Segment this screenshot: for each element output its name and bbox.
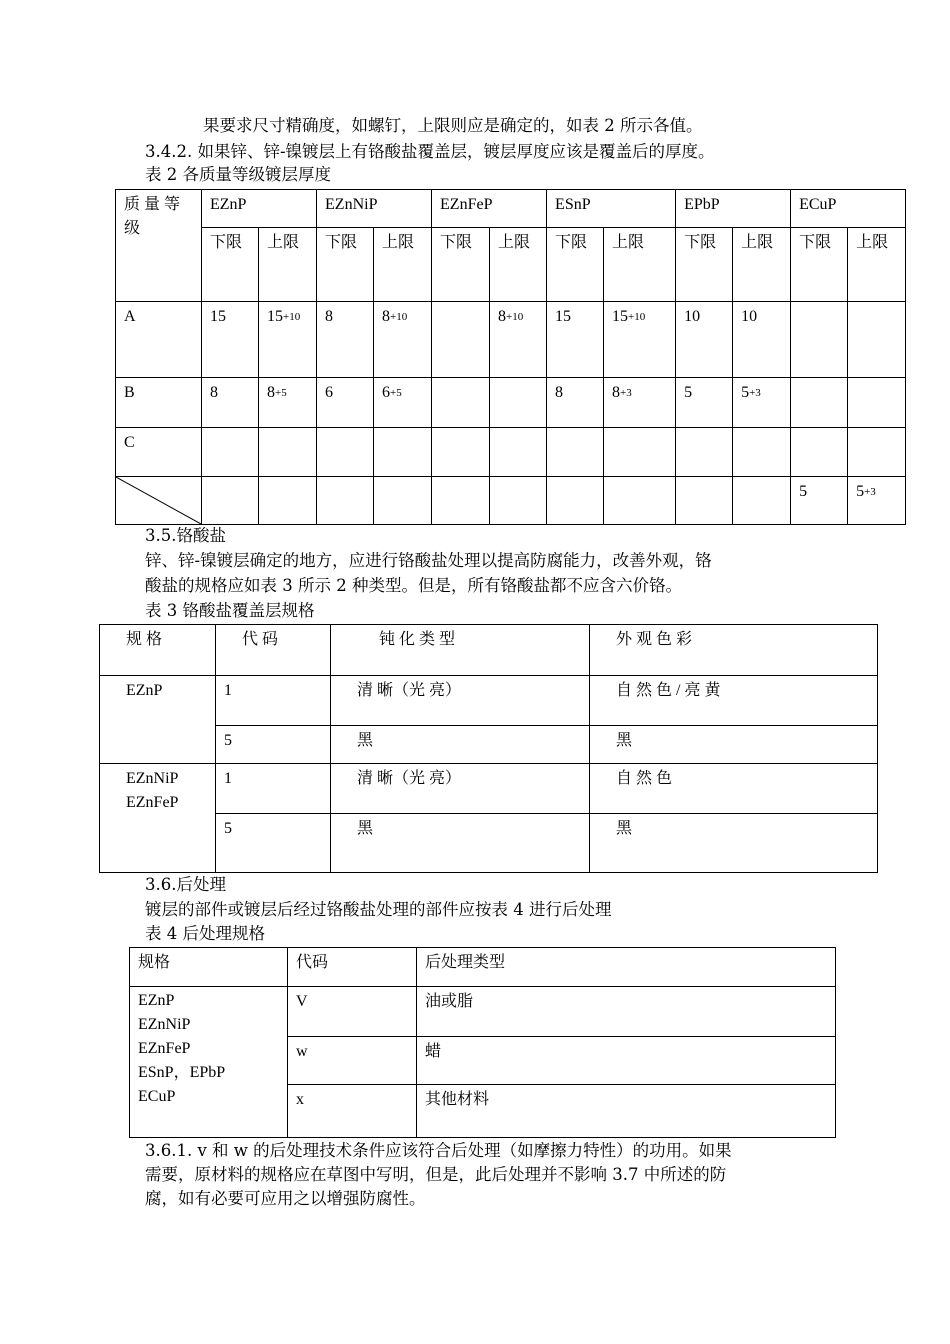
spec-line: EZnFeP — [138, 1040, 191, 1057]
table-cell — [848, 378, 906, 428]
table-cell: 黑 — [331, 726, 590, 764]
upper-limit-header: 上限 — [490, 228, 547, 302]
table-cell: 清 晰（光 亮） — [331, 676, 590, 726]
table-cell: w — [288, 1037, 417, 1085]
table-cell — [374, 477, 432, 525]
table-cell — [259, 378, 317, 428]
table-cell: 黑 — [590, 726, 878, 764]
table3-spec-cell — [100, 764, 216, 873]
table-cell: 8 — [547, 378, 604, 428]
section-3-4-2: 3.4.2. 如果锌、锌-镍镀层上有铬酸盐覆盖层，镀层厚度应该是覆盖后的厚度。 — [145, 142, 715, 161]
cell-value: 5 — [741, 384, 750, 401]
table-cell: 8 — [317, 302, 374, 378]
table-cell — [676, 477, 733, 525]
table3-row — [100, 676, 878, 726]
lower-limit-header: 下限 — [676, 228, 733, 302]
table-cell — [604, 428, 676, 477]
table3-caption: 表 3 铬酸盐覆盖层规格 — [145, 601, 315, 620]
table-cell — [202, 428, 259, 477]
table3-header: 代 码 — [216, 625, 331, 676]
table-cell: 1 — [216, 764, 331, 814]
table-cell: 清 晰（光 亮） — [331, 764, 590, 814]
table2-group-header: EPbP — [676, 190, 791, 228]
cell-tolerance: +3 — [749, 387, 761, 399]
table4-post-treatment — [129, 947, 836, 1138]
cell-tolerance: +5 — [275, 387, 287, 399]
table-cell — [317, 477, 374, 525]
table-cell: 8 — [202, 378, 259, 428]
paragraph-line: 腐，如有必要可应用之以增强防腐性。 — [145, 1189, 426, 1208]
cell-value: 15 — [612, 308, 629, 325]
table-cell: 其他材料 — [417, 1085, 836, 1138]
table-cell — [604, 302, 676, 378]
table-cell — [259, 477, 317, 525]
table-cell — [733, 477, 791, 525]
table2-subheader-row — [116, 228, 906, 302]
table-cell — [547, 477, 604, 525]
table-cell — [490, 428, 547, 477]
table-cell — [432, 302, 490, 378]
table2-group-header: EZnFeP — [432, 190, 547, 228]
table4-header-row — [130, 948, 836, 987]
table2-row-a — [116, 302, 906, 378]
upper-limit-header: 上限 — [848, 228, 906, 302]
upper-limit-header: 上限 — [374, 228, 432, 302]
table-cell — [490, 378, 547, 428]
table2-group-header: EZnNiP — [317, 190, 432, 228]
table-cell — [791, 302, 848, 378]
lower-limit-header: 下限 — [547, 228, 604, 302]
cell-tolerance: +10 — [506, 311, 524, 323]
paragraph-line: 镀层的部件或镀层后经过铬酸盐处理的部件应按表 4 进行后处理 — [145, 900, 612, 919]
table-cell — [848, 428, 906, 477]
table-cell: 油或脂 — [417, 987, 836, 1037]
grade-label: B — [116, 378, 202, 428]
table-cell: 15 — [202, 302, 259, 378]
table2-group-header: ECuP — [791, 190, 906, 228]
table4-header: 规格 — [130, 948, 288, 987]
table3-header: 钝 化 类 型 — [331, 625, 590, 676]
upper-limit-header: 上限 — [604, 228, 676, 302]
table2-coating-thickness — [115, 189, 906, 525]
table3-row — [100, 814, 878, 873]
table4-caption: 表 4 后处理规格 — [145, 924, 265, 943]
table4-spec-cell — [130, 987, 288, 1138]
table-cell — [432, 428, 490, 477]
spec-line: EZnP — [138, 992, 175, 1009]
cell-value: 6 — [382, 384, 391, 401]
cell-value: 8 — [267, 384, 275, 401]
table2-row-b — [116, 378, 906, 428]
table-cell: V — [288, 987, 417, 1037]
cell-value: 15 — [267, 308, 283, 325]
grade-label: A — [116, 302, 202, 378]
table-cell — [733, 428, 791, 477]
table-cell — [676, 428, 733, 477]
table-cell — [202, 477, 259, 525]
table-cell: 自 然 色 — [590, 764, 878, 814]
table-cell — [432, 378, 490, 428]
table2-header-row — [116, 190, 906, 228]
upper-limit-header: 上限 — [259, 228, 317, 302]
table2-caption: 表 2 各质量等级镀层厚度 — [145, 165, 331, 184]
lower-limit-header: 下限 — [432, 228, 490, 302]
cell-tolerance: +10 — [628, 311, 646, 323]
table2-group-header: EZnP — [202, 190, 317, 228]
cell-tolerance: +5 — [390, 387, 402, 399]
cell-tolerance: +10 — [390, 311, 408, 323]
cell-value: 8 — [612, 384, 621, 401]
table-cell: 5 — [216, 814, 331, 873]
table-cell: 6 — [317, 378, 374, 428]
table-cell: 5 — [676, 378, 733, 428]
lower-limit-header: 下限 — [791, 228, 848, 302]
section-3-5-heading: 3.5.铬酸盐 — [145, 526, 226, 545]
grade-label: C — [116, 428, 202, 477]
diagonal-line — [116, 477, 201, 524]
cell-tolerance: +3 — [620, 387, 632, 399]
table3-header: 外 观 色 彩 — [590, 625, 878, 676]
cell-tolerance: +3 — [864, 486, 876, 498]
table-cell: 5 — [216, 726, 331, 764]
table2-row-c — [116, 428, 906, 477]
cell-tolerance: +10 — [283, 311, 301, 323]
table-cell — [490, 477, 547, 525]
cell-value: 8 — [498, 308, 507, 325]
table4-header: 后处理类型 — [417, 948, 836, 987]
table-cell — [791, 378, 848, 428]
table-cell: 黑 — [331, 814, 590, 873]
upper-limit-header: 上限 — [733, 228, 791, 302]
table-cell — [490, 302, 547, 378]
cell-value: 5 — [856, 483, 865, 500]
table-cell — [374, 428, 432, 477]
paragraph-continuation: 果要求尺寸精确度，如螺钉，上限则应是确定的，如表 2 所示各值。 — [203, 116, 703, 135]
spec-line: EZnFeP — [126, 794, 179, 811]
table2-group-header: ESnP — [547, 190, 676, 228]
table-cell: x — [288, 1085, 417, 1138]
paragraph-line: 锌、锌-镍镀层确定的地方，应进行铬酸盐处理以提高防腐能力，改善外观，铬 — [145, 551, 712, 570]
table-cell: 蜡 — [417, 1037, 836, 1085]
paragraph-line: 需要，原材料的规格应在草图中写明，但是，此后处理并不影响 3.7 中所述的防 — [145, 1165, 727, 1184]
table-cell — [604, 378, 676, 428]
spec-line: EZnNiP — [126, 770, 179, 787]
table-cell: 5 — [791, 477, 848, 525]
section-3-6-heading: 3.6.后处理 — [145, 875, 226, 894]
table-cell — [848, 302, 906, 378]
table-cell: 自 然 色 / 亮 黄 — [590, 676, 878, 726]
lower-limit-header: 下限 — [317, 228, 374, 302]
table-cell — [374, 378, 432, 428]
table-cell — [432, 477, 490, 525]
lower-limit-header: 下限 — [202, 228, 259, 302]
table3-spec-cell: EZnP — [100, 676, 216, 764]
table3-row — [100, 726, 878, 764]
table-cell — [259, 428, 317, 477]
diagonal-cell — [116, 477, 202, 525]
table-cell — [848, 477, 906, 525]
table-cell — [317, 428, 374, 477]
table3-chromate-spec — [99, 624, 878, 873]
table4-row — [130, 987, 836, 1037]
table2-row-last — [116, 477, 906, 525]
table-cell: 10 — [676, 302, 733, 378]
table2-corner-cell: 质 量 等 级 — [116, 190, 202, 302]
paragraph-line: 酸盐的规格应如表 3 所示 2 种类型。但是，所有铬酸盐都不应含六价铬。 — [145, 576, 682, 595]
table3-header-row — [100, 625, 878, 676]
table-cell — [259, 302, 317, 378]
spec-line: EZnNiP — [138, 1016, 191, 1033]
table-cell — [604, 477, 676, 525]
table-cell — [733, 378, 791, 428]
spec-line: ESnP，EPbP — [138, 1064, 226, 1081]
table-cell — [791, 428, 848, 477]
table-cell — [374, 302, 432, 378]
table-cell: 10 — [733, 302, 791, 378]
table-cell: 1 — [216, 676, 331, 726]
section-3-6-1: 3.6.1. v 和 w 的后处理技术条件应该符合后处理（如摩擦力特性）的功用。如果 — [145, 1141, 732, 1160]
table3-header: 规 格 — [100, 625, 216, 676]
cell-value: 8 — [382, 308, 391, 325]
table-cell: 黑 — [590, 814, 878, 873]
table3-row — [100, 764, 878, 814]
table-cell: 15 — [547, 302, 604, 378]
table4-header: 代码 — [288, 948, 417, 987]
table-cell — [547, 428, 604, 477]
spec-line: ECuP — [138, 1088, 176, 1105]
